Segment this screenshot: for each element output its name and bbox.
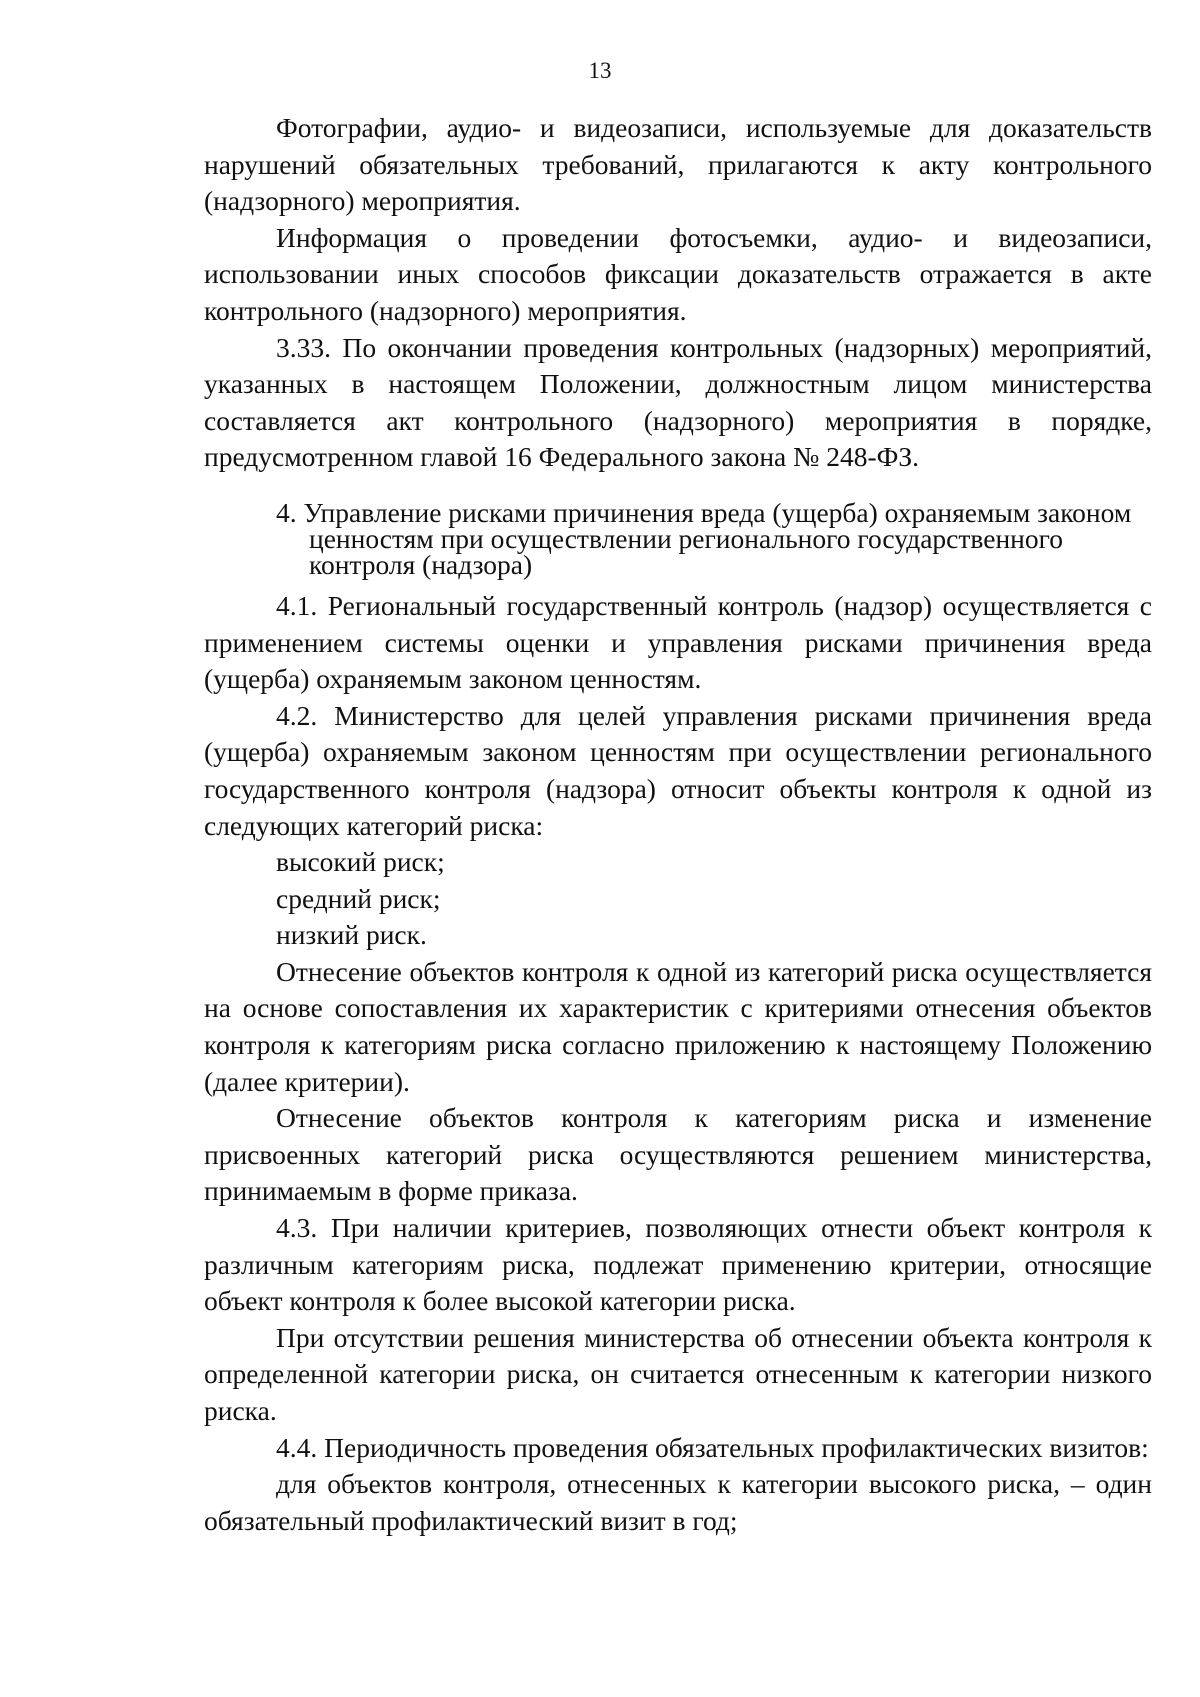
paragraph-risk-change: Отнесение объектов контроля к категориям риска и изменение присвоенных категорий риска осуществляются решением министерства, принимаемым в форме приказа. — [204, 1102, 1152, 1207]
paragraph-photos: Фотографии, аудио- и видеозаписи, используемые для доказательств нарушений обязательных требований, прилагаются к акту контрольного (надзорного) мероприятия. — [204, 112, 1152, 217]
risk-list-item-medium: средний риск; — [276, 882, 441, 914]
paragraph-photo-info: Информация о проведении фотосъемки, аудио- и видеозаписи, использовании иных способов фиксации доказательств отражается в акте контрольного (надзорного) мероприятия. — [204, 221, 1152, 326]
paragraph-4-4: 4.4. Периодичность проведения обязательных профилактических визитов: — [276, 1431, 1149, 1463]
risk-list-item-low: низкий риск. — [276, 919, 427, 951]
paragraph-4-3: 4.3. При наличии критериев, позволяющих отнести объект контроля к различным категориям риска, подлежат применению критерии, относящие объект контроля к более высокой категории риска. — [204, 1212, 1152, 1317]
paragraph-4-1: 4.1. Региональный государственный контроль (надзор) осуществляется с применением системы оценки и управления рисками причинения вреда (ущерба) охраняемым законом ценностям. — [204, 589, 1152, 695]
paragraph-3-33: 3.33. По окончании проведения контрольных (надзорных) мероприятий, указанных в настоящем Положении, должностным лицом министерства составляется акт контрольного (надзорного) мероприятия в порядке, предусмотренном главой 16 Федерального закона № 248-ФЗ. — [204, 331, 1152, 473]
paragraph-risk-assignment: Отнесение объектов контроля к одной из категорий риска осуществляется на основе сопоставления их характеристик с критериями отнесения объектов контроля к категориям риска согласно приложению к настоящему Положению (далее критерии). — [204, 955, 1152, 1097]
paragraph-4-2: 4.2. Министерство для целей управления рисками причинения вреда (ущерба) охраняемым законом ценностям при осуществлении регионального государственного контроля (надзора) относит объекты контроля к одной из следующих категорий риска: — [204, 699, 1152, 841]
paragraph-no-decision: При отсутствии решения министерства об отнесении объекта контроля к определенной категории риска, он считается отнесенным к категории низкого риска. — [204, 1321, 1152, 1426]
document-body — [204, 110, 1152, 1539]
risk-list-item-high: высокий риск; — [276, 846, 445, 878]
section-4-heading — [204, 496, 1152, 580]
page-number: 13 — [588, 58, 612, 83]
section-4-heading-line-3: контроля (надзора) — [309, 548, 533, 580]
section-4-heading-line-2: ценностям при осуществлении регионального государственного — [309, 522, 1063, 554]
section-4-heading-line-1: 4. Управление рисками причинения вреда (ущерба) охраняемым законом — [276, 496, 1132, 528]
paragraph-high-risk-visits: для объектов контроля, отнесенных к категории высокого риска, – один обязательный профилактический визит в год; — [204, 1468, 1152, 1536]
